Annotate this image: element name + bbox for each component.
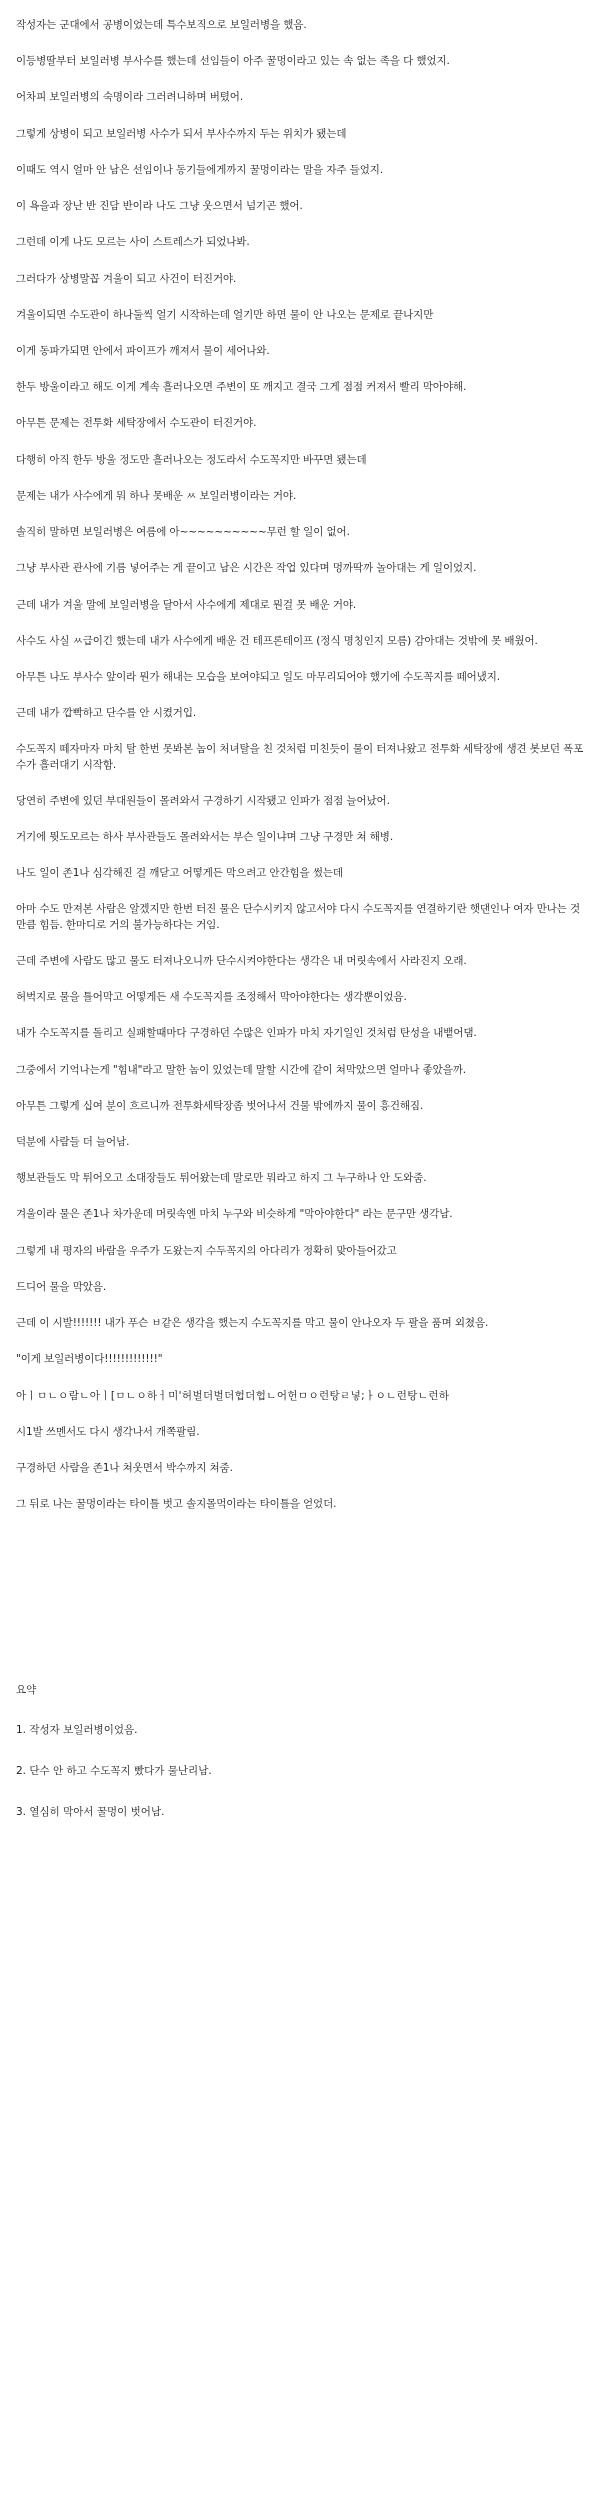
paragraph: 솔직히 말하면 보일러병은 여름에 아~~~~~~~~~~무런 할 일이 없어.: [16, 526, 350, 539]
paragraph: 그중에서 기억나는게 "힘내"라고 말한 놈이 있었는데 말할 시간에 같이 쳐막았으면 얼마나 좋았을까.: [16, 1063, 467, 1076]
paragraph: 그렇게 내 평자의 바람을 우주가 도왔는지 수두꼭지의 아다리가 정확히 맞아들어갔고: [16, 1244, 397, 1257]
paragraph: 어차피 보일러병의 숙명이라 그러려니하며 버텼어.: [16, 91, 244, 104]
paragraph: 아ㅣㅁㄴㅇ람ㄴ아ㅣ[ㅁㄴㅇ하ㅓ미'허벌더벌더헙더헙ㄴ어헌ㅁㅇ런탕ㄹ넣;ㅏㅇㄴ런탕ㄴ런하: [16, 1389, 450, 1402]
paragraph: 그냥 부사관 관사에 기름 넣어주는 게 끝이고 남은 시간은 작업 있다며 멍까딱까 놀아대는 게 일이었지.: [16, 562, 477, 575]
paragraph: 그렇게 상병이 되고 보일러병 사수가 되서 부사수까지 두는 위치가 됐는데: [16, 127, 347, 140]
paragraph: 나도 일이 존1나 심각해진 걸 깨닫고 어떻게든 막으려고 안간힘을 썼는데: [16, 867, 343, 880]
paragraph: 아마 수도 만져본 사람은 알겠지만 한번 터진 물은 단수시키지 않고서야 다시 수도꼭지를 연결하기란 햇댄인나 여자 만나는 것만큼 힘듬. 한마디로 거의 불가능하다는 거임.: [16, 903, 580, 931]
paragraph: 그 뒤로 나는 꿀멍이라는 타이틀 벗고 솔지몰먹이라는 타이틀을 얻었더.: [16, 1498, 337, 1511]
paragraph: 내가 수도꼭지를 돌리고 실패할때마다 구경하던 수많은 인파가 마치 자기일인 것처럼 탄성을 내뱉어댐.: [16, 1027, 477, 1040]
paragraph: 이때도 역시 얼마 안 남은 선임이나 동기들에게까지 꿀멍이라는 말을 자주 들었지.: [16, 163, 384, 176]
paragraph: 덕분에 사람들 더 늘어남.: [16, 1136, 130, 1148]
summary-item: 1. 작성자 보일러병이었음.: [16, 1723, 138, 1736]
paragraph: 겨울이라 물은 존1나 차가운데 머릿속엔 마치 누구와 비슷하게 "막아야한다" 라는 문구만 생각남.: [16, 1208, 453, 1221]
paragraph: 문제는 내가 사수에게 뭐 하나 못배운 ㅆ 보일러병이라는 거야.: [16, 489, 297, 502]
paragraph: 근데 이 시발!!!!!!! 내가 푸슨 ㅂ같은 생각을 했는지 수도꼭지를 막고 물이 안나오자 두 팔을 품며 외쳤음.: [16, 1317, 489, 1330]
summary-item: 3. 열심히 막아서 꿀멍이 벗어남.: [16, 1806, 165, 1819]
paragraph: 시1발 쓰멘서도 다시 생각나서 개쪽팔림.: [16, 1425, 200, 1438]
paragraph: 당연히 주변에 있던 부대원들이 몰려와서 구경하기 시작됐고 인파가 점점 늘어났어.: [16, 794, 390, 807]
paragraph: 다행히 아직 한두 방울 정도만 흘러나오는 정도라서 수도꼭지만 바꾸면 됐는데: [16, 453, 367, 466]
paragraph: 행보관들도 막 튀어오고 소대장들도 튀어왔는데 말로만 뭐라고 하지 그 누구하나 안 도와줌.: [16, 1172, 427, 1185]
paragraph: 그런데 이게 나도 모르는 사이 스트레스가 되었나봐.: [16, 236, 250, 249]
summary-item: 2. 단수 안 하고 수도꼭지 빴다가 물난리남.: [16, 1764, 212, 1777]
paragraph: 이게 동파가되면 안에서 파이프가 깨져서 물이 세어나와.: [16, 344, 270, 357]
paragraph: 수도꼭지 떼자마자 마치 탈 한번 못봐본 놈이 처녀탈을 친 것처럼 미친듯이 물이 터져나왔고 전투화 세탁장에 생견 봇보던 폭포수가 흘러대기 시작함.: [16, 743, 584, 771]
paragraph: 한두 방울이라고 해도 이게 계속 흘러나오면 주변이 또 깨지고 결국 그게 점점 커져서 빨리 막아야해.: [16, 381, 467, 394]
paragraph: 이등병딸부터 보일러병 부사수를 했는데 선임들이 아주 꿀멍이라고 있는 속 없는 족을 다 했었지.: [16, 55, 450, 68]
paragraph: 거기에 뭣도모르는 하사 부사관들도 몰려와서는 부슨 일이냐며 그냥 구경만 쳐 해병.: [16, 831, 394, 844]
document-body: [16, 18, 584, 1512]
paragraph: 아무튼 그렇게 십여 분이 흐르니까 전투화세탁장좀 벗어나서 건물 밖에까지 물이 흥건해짐.: [16, 1099, 424, 1112]
paragraph: 그러다가 상병말꼽 겨울이 되고 사건이 터진거야.: [16, 272, 237, 285]
paragraph: 이 욕을과 장난 반 진담 반이라 나도 그냥 웃으면서 넘기곤 했어.: [16, 200, 303, 213]
paragraph: 근데 내가 겨울 말에 보일러병을 달아서 사수에게 제대로 뭔걸 못 배운 거야.: [16, 598, 357, 611]
summary-list: [16, 1723, 584, 1821]
paragraph: 근데 내가 깝빡하고 단수를 안 시켰거입.: [16, 707, 197, 720]
paragraph: 드디어 물을 막았음.: [16, 1280, 107, 1293]
paragraph: 겨울이되면 수도관이 하나둘씩 얼기 시작하는데 얼기만 하면 물이 안 나오는 문제로 끝나지만: [16, 308, 434, 321]
paragraph: 아무튼 나도 부사수 앞이라 뭔가 해내는 모습을 보여야되고 일도 마무리되어야 했기에 수도꼭지를 떼어냈지.: [16, 670, 500, 683]
summary-title: 요약: [16, 1684, 37, 1697]
paragraph: 허벅지로 물을 틀어막고 어떻게든 새 수도꼭지를 조정해서 막아야한다는 생각뿐이었음.: [16, 991, 407, 1004]
paragraph: 아무튼 문제는 전투화 세탁장에서 수도관이 터진거야.: [16, 417, 257, 430]
paragraph: 구경하던 사람을 존1나 쳐웃면서 박수까지 쳐줌.: [16, 1461, 233, 1474]
paragraph: 근데 주변에 사람도 많고 물도 터져나오니까 단수시켜야한다는 생각은 내 머릿속에서 사라진지 오래.: [16, 954, 467, 967]
content-spacer: [16, 1533, 584, 1683]
paragraph: "이게 보일러병이다!!!!!!!!!!!!!": [16, 1353, 163, 1366]
paragraph: 사수도 사실 ㅆ급이긴 했는데 내가 사수에게 배운 건 테프론테이프 (정식 명칭인지 모름) 감아대는 것밖에 못 배웠어.: [16, 634, 538, 647]
paragraph: 작성자는 군대에서 공병이었는데 특수보직으로 보일러병을 했음.: [16, 19, 307, 31]
